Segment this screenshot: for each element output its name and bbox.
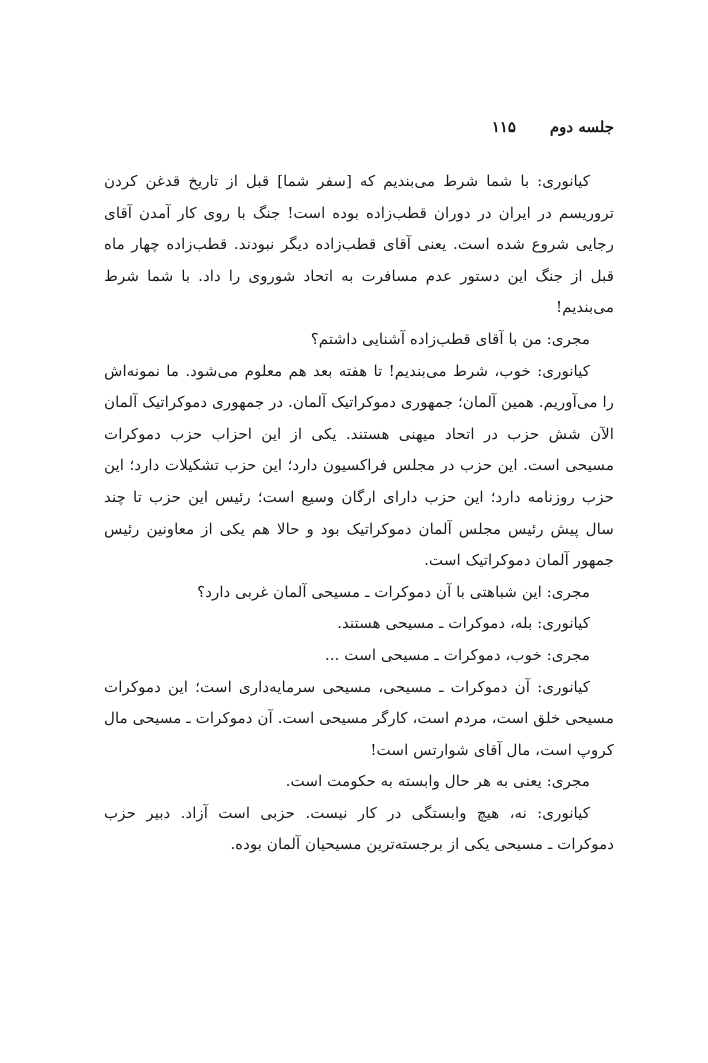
chapter-title: جلسه دوم bbox=[549, 118, 614, 136]
paragraph-host-2: مجری: این شباهتی با آن دموکرات ـ مسیحی آلمان غربی دارد؟ bbox=[197, 582, 590, 601]
paragraph-kianouri-3: کیانوری: بله، دموکرات ـ مسیحی هستند. bbox=[337, 614, 590, 633]
paragraph-host-3: مجری: خوب، دموکرات ـ مسیحی است ... bbox=[324, 645, 590, 664]
body-text bbox=[104, 166, 614, 861]
paragraph-kianouri-5: کیانوری: نه، هیچ وابستگی در کار نیست. حزبی است آزاد. دبیر حزب دموکرات ـ مسیحی یکی از برجسته‌ترین مسیحیان آلمان بوده. bbox=[104, 803, 614, 854]
paragraph-kianouri-4: کیانوری: آن دموکرات ـ مسیحی، مسیحی سرمایه‌داری است؛ این دموکرات مسیحی خلق است، مردم است، کارگر مسیحی است. آن دموکرات ـ مسیحی مال کروپ است، مال آقای شوارتس است! bbox=[104, 677, 614, 759]
paragraph-host-4: مجری: یعنی به هر حال وابسته به حکومت است. bbox=[285, 772, 590, 791]
paragraph-kianouri-1: کیانوری: با شما شرط می‌بندیم که [سفر شما] قبل از تاریخ قدغن کردن تروریسم در ایران در دوران قطب‌زاده بوده است! جنگ با روی کار آمدن آقای رجایی شروع شده است. یعنی آقای قطب‌زاده دیگر نبودند. قطب‌زاده چهار ماه قبل از جنگ این دستور عدم مسافرت به اتحاد شوروی را داد. با شما شرط می‌بندیم! bbox=[104, 172, 614, 317]
paragraph-host-1: مجری: من با آقای قطب‌زاده آشنایی داشتم؟ bbox=[310, 329, 590, 348]
paragraph-kianouri-2: کیانوری: خوب، شرط می‌بندیم! تا هفته بعد هم معلوم می‌شود. ما نمونه‌اش را می‌آوریم. همین آلمان؛ جمهوری دموکراتیک آلمان. در جمهوری دموکراتیک آلمان الآن شش حزب در اتحاد میهنی هستند. یکی از این احزاب حزب دموکرات مسیحی است. این حزب در مجلس فراکسیون دارد؛ این حزب تشکیلات دارد؛ این حزب روزنامه دارد؛ این حزب دارای ارگان وسیع است؛ رئیس این حزب تا چند سال پیش رئیس مجلس آلمان دموکراتیک بود و حالا هم یکی از معاونین رئیس جمهور آلمان دموکراتیک است. bbox=[103, 361, 614, 570]
page-number: ۱۱۵ bbox=[491, 118, 516, 136]
book-page bbox=[104, 0, 614, 1063]
running-header bbox=[492, 118, 614, 136]
